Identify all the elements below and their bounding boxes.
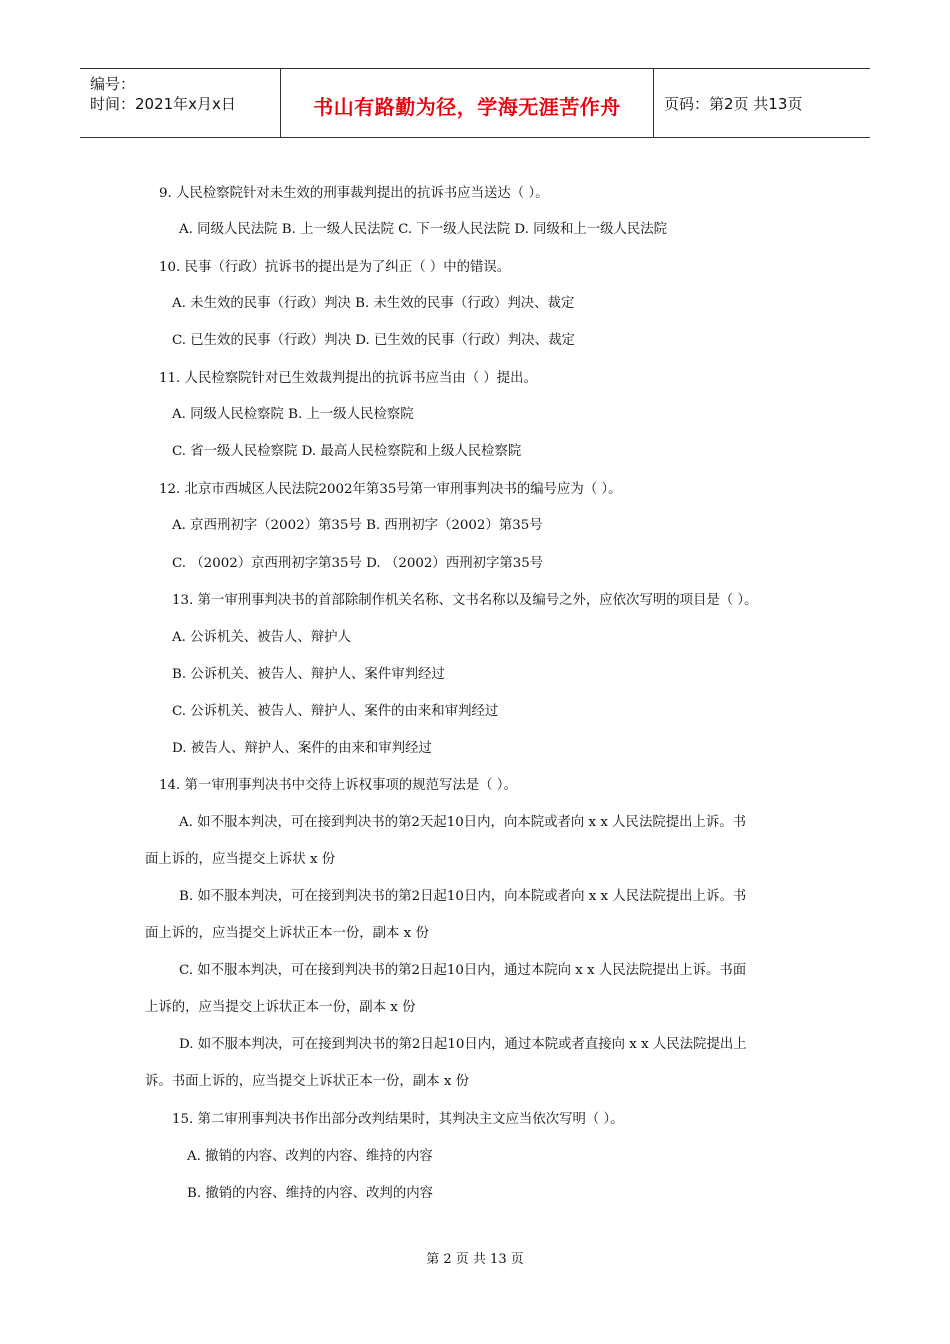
question-13-option-c: C. 公诉机关、被告人、辩护人、案件的由来和审判经过 — [172, 704, 499, 719]
question-15-option-a: A. 撤销的内容、改判的内容、维持的内容 — [187, 1149, 433, 1164]
page-footer: 第 2 页 共 13 页 — [426, 1252, 524, 1267]
question-13-option-d: D. 被告人、辩护人、案件的由来和审判经过 — [172, 741, 432, 756]
question-10-options-ab: A. 未生效的民事（行政）判决 B. 未生效的民事（行政）判决、裁定 — [172, 296, 575, 311]
question-9-options: A. 同级人民法院 B. 上一级人民法院 C. 下一级人民法院 D. 同级和上一级人民法院 — [179, 222, 668, 237]
question-14-option-a-line2: 面上诉的，应当提交上诉状 x 份 — [145, 852, 336, 867]
question-12-options-ab: A. 京西刑初字（2002）第35号 B. 西刑初字（2002）第35号 — [172, 518, 543, 533]
question-12: 12. 北京市西城区人民法院2002年第35号第一审刑事判决书的编号应为（ ）。 — [159, 482, 622, 497]
question-15-option-b: B. 撤销的内容、维持的内容、改判的内容 — [187, 1186, 433, 1201]
question-11-options-cd: C. 省一级人民检察院 D. 最高人民检察院和上级人民检察院 — [172, 444, 522, 459]
question-13-option-a: A. 公诉机关、被告人、辩护人 — [172, 630, 351, 645]
document-date-label: 时间：2021年x月x日 — [90, 95, 236, 113]
question-14-option-c-line2: 上诉的，应当提交上诉状正本一份，副本 x 份 — [145, 1000, 416, 1015]
header-slogan: 书山有路勤为径，学海无涯苦作舟 — [313, 95, 621, 119]
page-header — [80, 68, 870, 138]
question-14-option-a-line1: A. 如不服本判决，可在接到判决书的第2天起10日内，向本院或者向 x x 人民法院提出上诉。书 — [179, 815, 747, 830]
question-9: 9. 人民检察院针对未生效的刑事裁判提出的抗诉书应当送达（ ）。 — [159, 186, 549, 201]
question-12-options-cd: C. （2002）京西刑初字第35号 D. （2002）西刑初字第35号 — [172, 556, 544, 571]
question-10-options-cd: C. 已生效的民事（行政）判决 D. 已生效的民事（行政）判决、裁定 — [172, 333, 575, 348]
header-slogan-cell — [281, 69, 654, 137]
question-14-option-d-line1: D. 如不服本判决，可在接到判决书的第2日起10日内，通过本院或者直接向 x x 人民法院提出上 — [179, 1037, 747, 1052]
question-15: 15. 第二审刑事判决书作出部分改判结果时，其判决主文应当依次写明（ ）。 — [172, 1112, 624, 1127]
question-14-option-d-line2: 诉。书面上诉的，应当提交上诉状正本一份，副本 x 份 — [145, 1074, 470, 1089]
question-14: 14. 第一审刑事判决书中交待上诉权事项的规范写法是（ ）。 — [159, 778, 517, 793]
header-meta-cell — [80, 69, 281, 137]
document-number-label: 编号： — [90, 75, 136, 93]
question-13-option-b: B. 公诉机关、被告人、辩护人、案件审判经过 — [172, 667, 445, 682]
question-14-option-b-line1: B. 如不服本判决，可在接到判决书的第2日起10日内，向本院或者向 x x 人民法院提出上诉。书 — [179, 889, 747, 904]
question-11-options-ab: A. 同级人民检察院 B. 上一级人民检察院 — [172, 407, 414, 422]
question-14-option-b-line2: 面上诉的，应当提交上诉状正本一份，副本 x 份 — [145, 926, 429, 941]
question-13: 13. 第一审刑事判决书的首部除制作机关名称、文书名称以及编号之外，应依次写明的项目是（ ）。 — [172, 593, 758, 608]
question-14-option-c-line1: C. 如不服本判决，可在接到判决书的第2日起10日内，通过本院向 x x 人民法院提出上诉。书面 — [179, 963, 747, 978]
header-page-cell — [654, 69, 870, 137]
question-10: 10. 民事（行政）抗诉书的提出是为了纠正（ ）中的错误。 — [159, 260, 511, 275]
header-page-number: 页码：第2页 共13页 — [664, 95, 803, 113]
question-11: 11. 人民检察院针对已生效裁判提出的抗诉书应当由（ ）提出。 — [159, 371, 537, 386]
